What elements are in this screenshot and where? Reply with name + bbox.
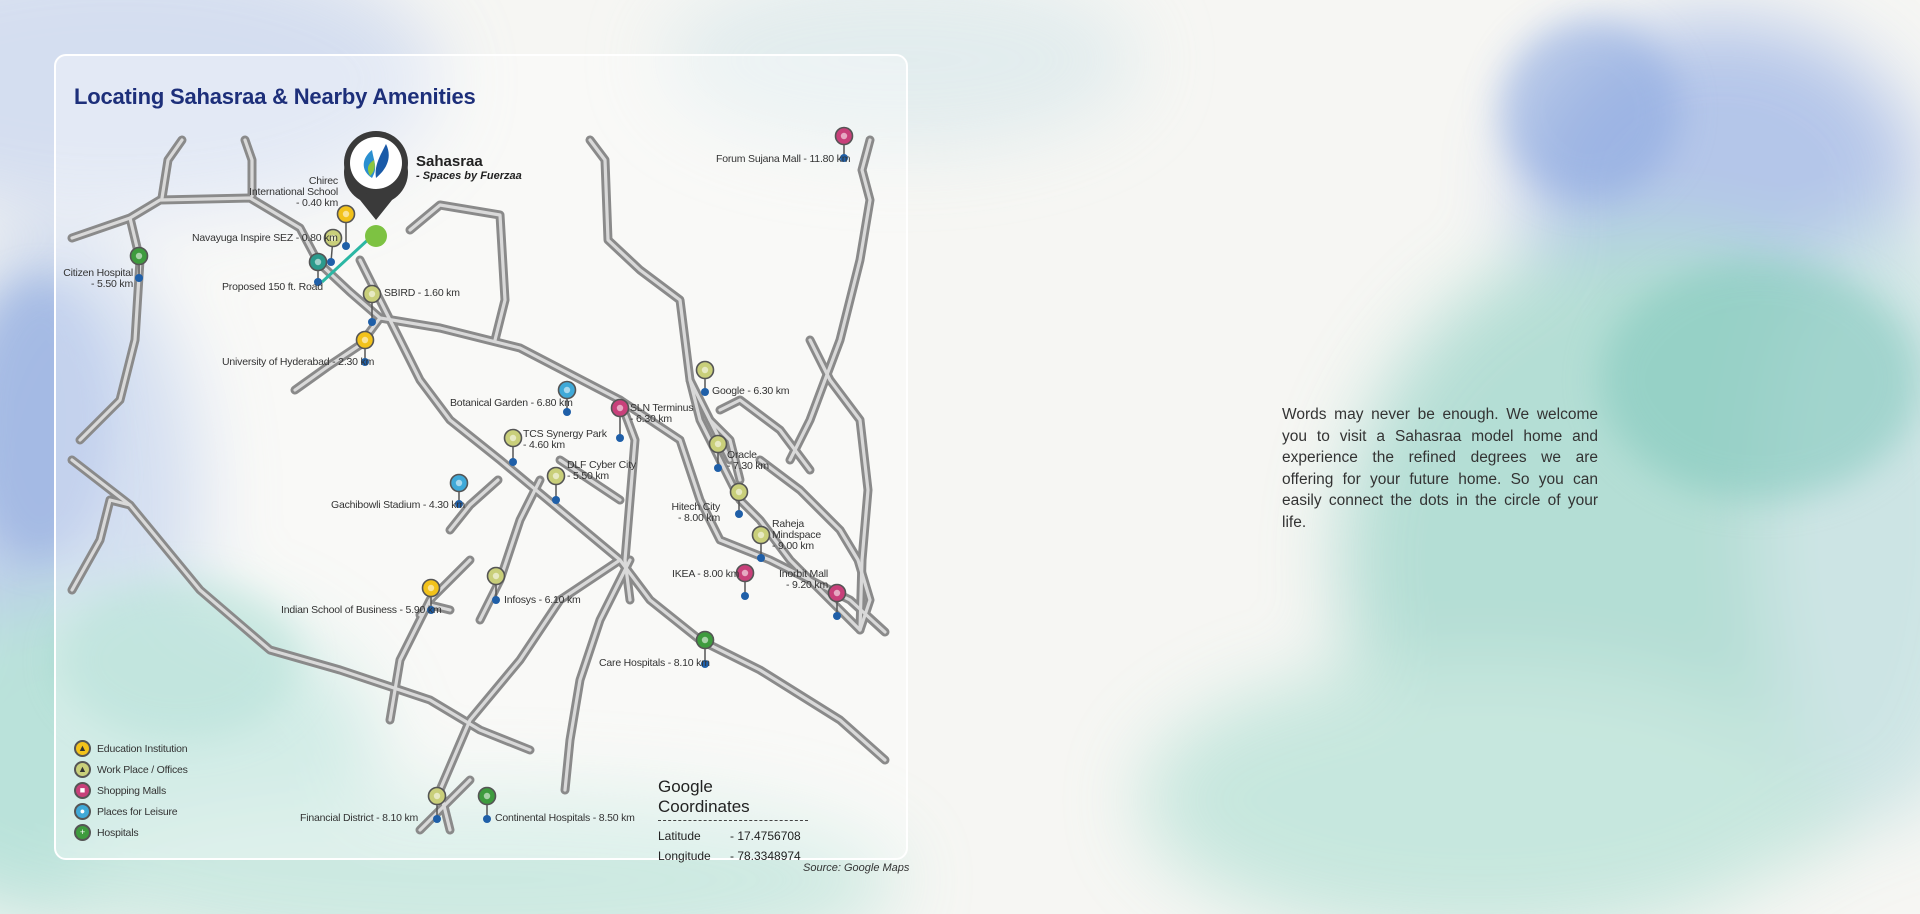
latitude-row: Latitude - 17.4756708 bbox=[658, 829, 801, 843]
navayuga-pin-dot bbox=[327, 258, 335, 266]
ikea-pin-dot bbox=[741, 592, 749, 600]
financial-pin-glyph bbox=[434, 793, 440, 799]
ikea-pin-glyph bbox=[742, 570, 748, 576]
google-pin-glyph bbox=[702, 367, 708, 373]
map-source: Source: Google Maps bbox=[803, 862, 910, 874]
label-google: Google - 6.30 km bbox=[712, 385, 790, 397]
label-gachibowli: Gachibowli Stadium - 4.30 km bbox=[331, 499, 465, 511]
gachibowli-pin-glyph bbox=[456, 480, 462, 486]
sahasraa-location-marker[interactable] bbox=[344, 131, 408, 247]
label-navayuga: Navayuga Inspire SEZ - 0.80 km bbox=[192, 232, 338, 244]
oracle-pin-dot bbox=[714, 464, 722, 472]
botanical-pin-dot bbox=[563, 408, 571, 416]
isb-pin-glyph bbox=[428, 585, 434, 591]
label-care-hospitals: Care Hospitals - 8.10 km bbox=[599, 657, 710, 669]
legend-hospital: + Hospitals bbox=[74, 822, 188, 843]
graduation-cap-icon: ▲ bbox=[74, 740, 91, 757]
label-university: University of Hyderabad - 2.30 km bbox=[222, 356, 375, 368]
label-continental-hospitals: Continental Hospitals - 8.50 km bbox=[495, 812, 635, 824]
label-inorbit-mall: Inorbit Mall - 9.20 km bbox=[779, 568, 828, 591]
legend-education: ▲ Education Institution bbox=[74, 738, 188, 759]
legend-leisure: ● Places for Leisure bbox=[74, 801, 188, 822]
continental-pin-dot bbox=[483, 815, 491, 823]
dlf-pin-glyph bbox=[553, 473, 559, 479]
label-oracle: Oracle - 7.30 km bbox=[727, 449, 769, 472]
inorbit-pin-glyph bbox=[834, 590, 840, 596]
infosys-pin-dot bbox=[492, 596, 500, 604]
legend-shopping: ■ Shopping Malls bbox=[74, 780, 188, 801]
care-pin-glyph bbox=[702, 637, 708, 643]
sbird-pin-glyph bbox=[369, 291, 375, 297]
label-raheja: Raheja Mindspace - 9.00 km bbox=[772, 518, 821, 552]
hospital-cross-icon: + bbox=[74, 824, 91, 841]
continental-pin[interactable] bbox=[479, 788, 496, 824]
label-proposed-road: Proposed 150 ft. Road bbox=[222, 281, 323, 293]
chirec-pin-dot bbox=[342, 242, 350, 250]
map-title: Locating Sahasraa & Nearby Amenities bbox=[74, 84, 476, 109]
sln-pin-glyph bbox=[617, 405, 623, 411]
navayuga-inspire-pin-glyph bbox=[315, 259, 321, 265]
hitech-pin-dot bbox=[735, 510, 743, 518]
shopping-cart-icon: ■ bbox=[74, 782, 91, 799]
label-sln-terminus: SLN Terminus - 6.30 km bbox=[630, 402, 694, 425]
oracle-pin-glyph bbox=[715, 441, 721, 447]
label-isb: Indian School of Business - 5.90 km bbox=[281, 604, 442, 616]
label-dlf: DLF Cyber City - 5.50 km bbox=[567, 459, 636, 482]
tcs-pin-glyph bbox=[510, 435, 516, 441]
map-legend bbox=[74, 738, 188, 843]
tcs-pin-dot bbox=[509, 458, 517, 466]
financial-pin-dot bbox=[433, 815, 441, 823]
label-botanical-garden: Botanical Garden - 6.80 km bbox=[450, 397, 573, 409]
brand-name: Sahasraa bbox=[416, 153, 483, 170]
label-infosys: Infosys - 6.10 km bbox=[504, 594, 581, 606]
intro-paragraph: Words may never be enough. We welcome you to visit a Sahasraa model home and experience the refined degrees we are offering for your future home. So you can easily connect the dots in the circle of your life. bbox=[1282, 406, 1598, 531]
citizen-pin[interactable] bbox=[131, 248, 148, 283]
label-hitech-city: Hitech City - 8.00 km bbox=[671, 501, 720, 524]
citizen-pin-glyph bbox=[136, 253, 142, 259]
label-ikea: IKEA - 8.00 km bbox=[672, 568, 740, 580]
uoh-pin-glyph bbox=[362, 337, 368, 343]
raheja-pin-dot bbox=[757, 554, 765, 562]
botanical-pin-glyph bbox=[564, 387, 570, 393]
label-citizen-hospital: Citizen Hospital - 5.50 km bbox=[63, 267, 133, 290]
google-coordinates bbox=[658, 777, 808, 866]
leisure-icon: ● bbox=[74, 803, 91, 820]
dlf-pin-dot bbox=[552, 496, 560, 504]
chirec-pin-glyph bbox=[343, 211, 349, 217]
sln-pin-dot bbox=[616, 434, 624, 442]
infosys-pin-glyph bbox=[493, 573, 499, 579]
inorbit-pin-dot bbox=[833, 612, 841, 620]
brand-tagline: - Spaces by Fuerzaa bbox=[416, 170, 522, 182]
label-financial-district: Financial District - 8.10 km bbox=[300, 812, 419, 824]
label-sbird: SBIRD - 1.60 km bbox=[384, 287, 460, 299]
hitech-pin-glyph bbox=[736, 489, 742, 495]
forum-pin-glyph bbox=[841, 133, 847, 139]
legend-workplace: ▲ Work Place / Offices bbox=[74, 759, 188, 780]
sbird-pin-dot bbox=[368, 318, 376, 326]
label-chirec: Chirec International School - 0.40 km bbox=[249, 175, 338, 209]
label-forum-mall: Forum Sujana Mall - 11.80 km bbox=[716, 153, 851, 165]
google-pin-dot bbox=[701, 388, 709, 396]
citizen-pin-dot bbox=[135, 274, 143, 282]
label-tcs: TCS Synergy Park - 4.60 km bbox=[523, 428, 607, 451]
continental-pin-glyph bbox=[484, 793, 490, 799]
longitude-row: Longitude - 78.3348974 bbox=[658, 849, 801, 863]
raheja-pin-glyph bbox=[758, 532, 764, 538]
office-building-icon: ▲ bbox=[74, 761, 91, 778]
coordinates-title: Google Coordinates bbox=[658, 777, 808, 821]
